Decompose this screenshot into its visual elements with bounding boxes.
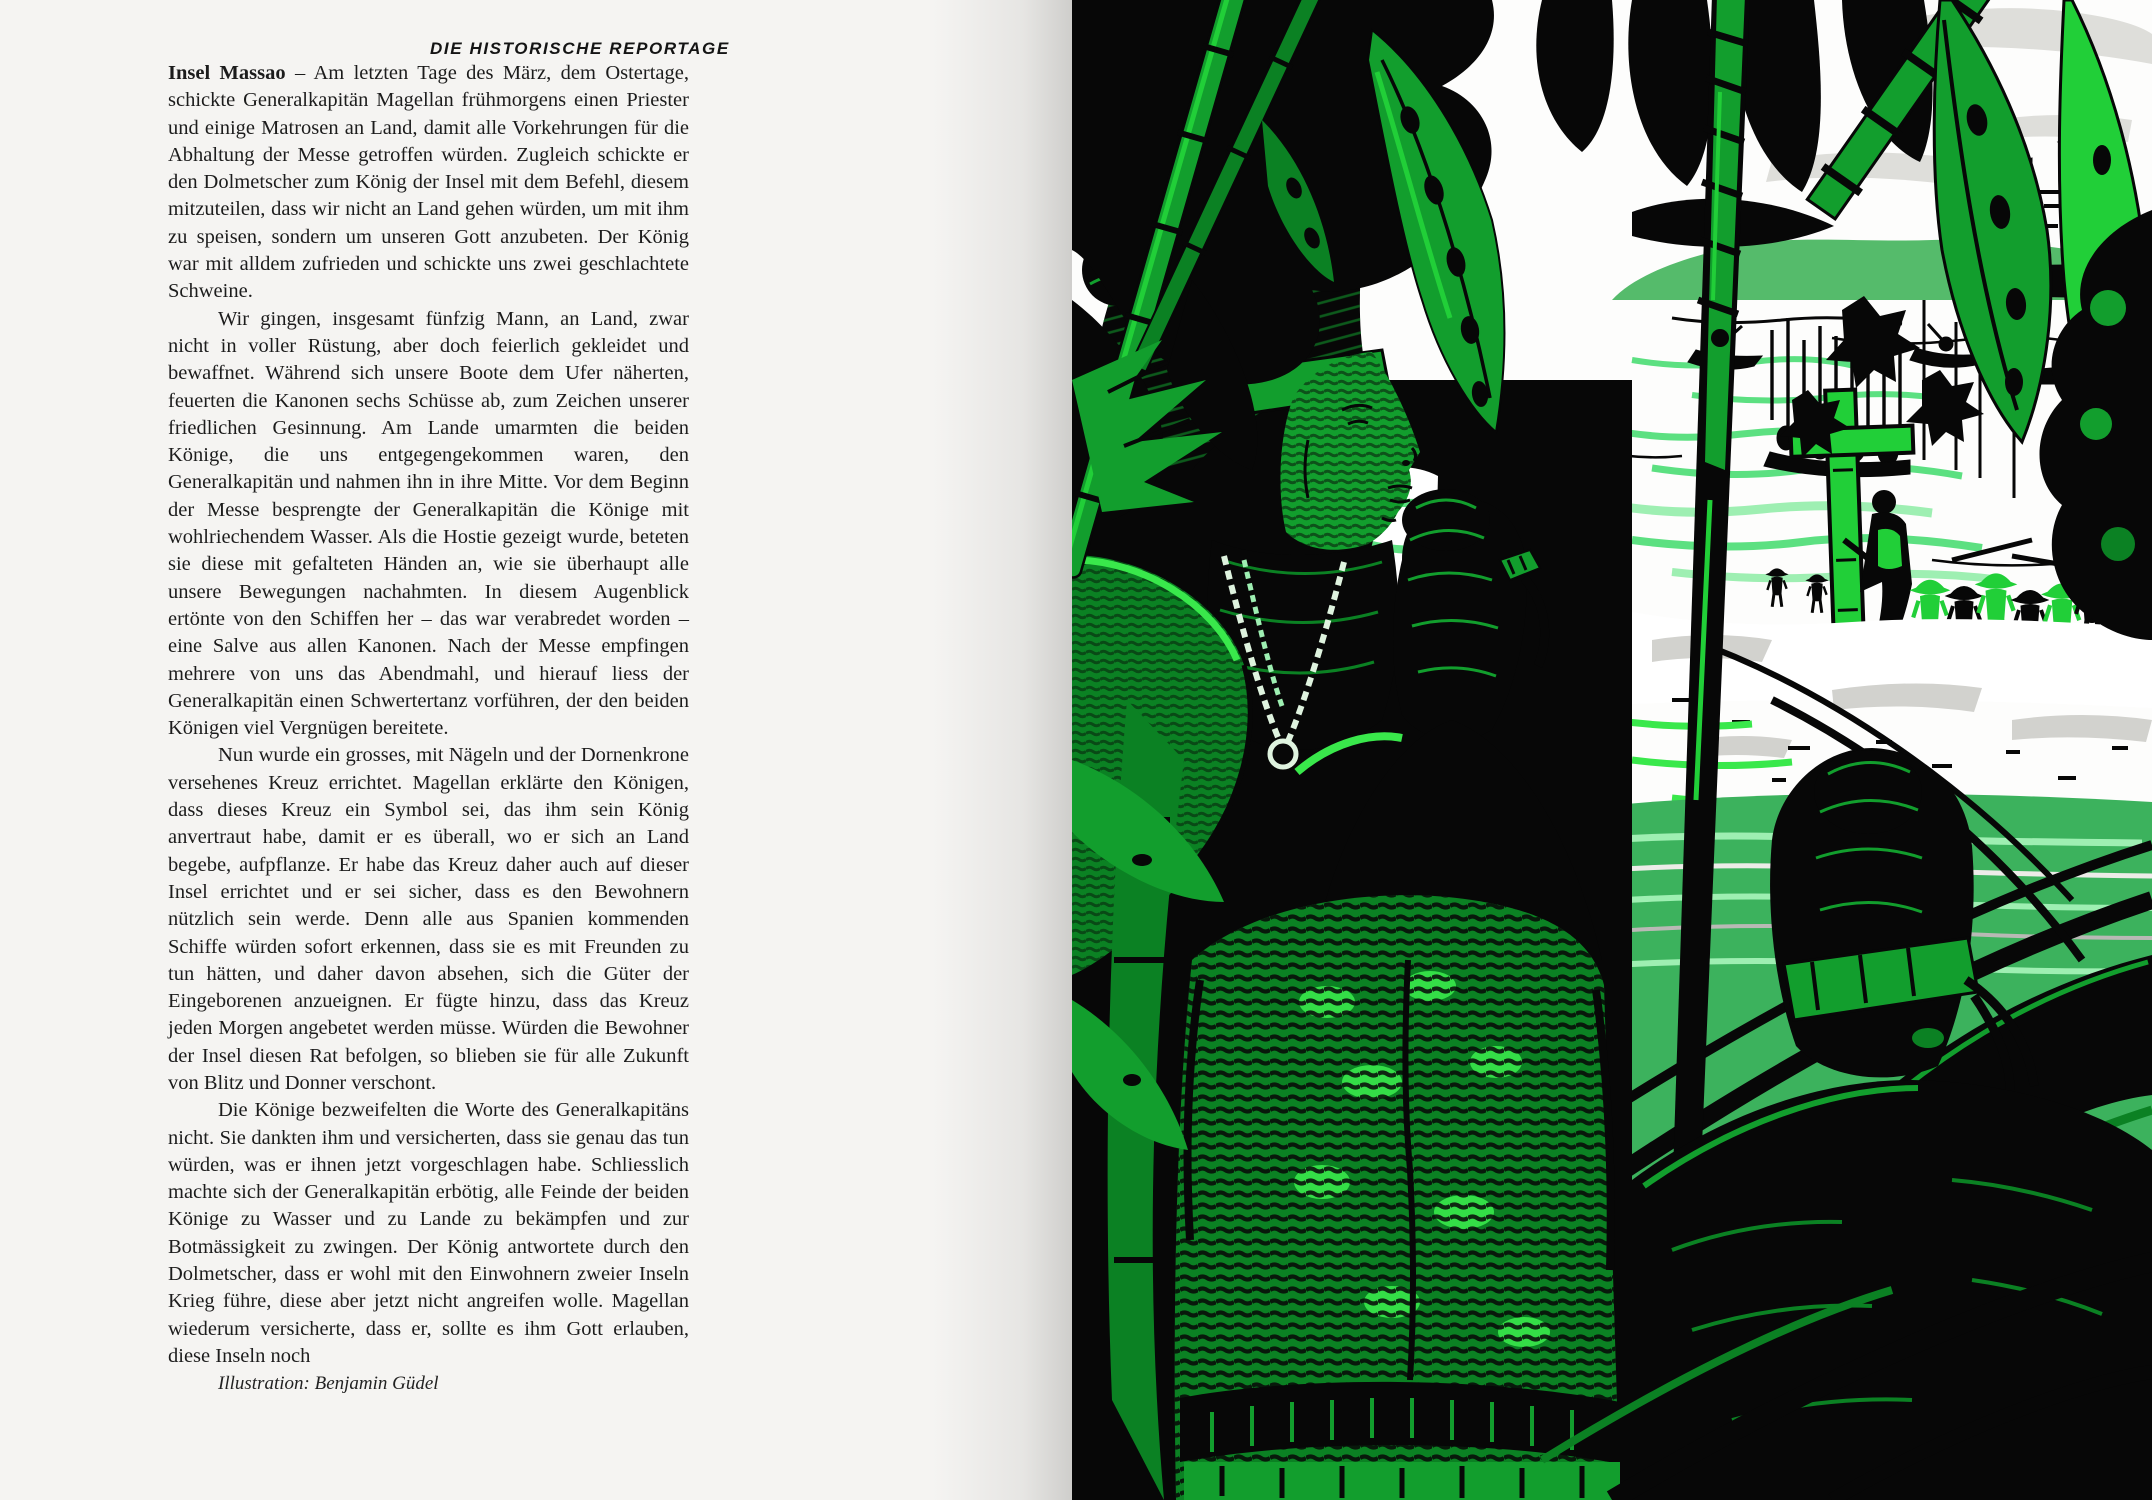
section-kicker: DIE HISTORISCHE REPORTAGE <box>430 39 730 58</box>
lead-rest: – Am letzten Tage des März, dem Ostertage, schickte Generalkapitän Magellan frühmorgens einen Priester und einige Matrosen an Land, damit alle Vorkehrungen für die Abhaltung der Messe getroffen würden. Zugleich schickte er den Dolmetscher zum König der Insel mit dem Befehl, diesem mitzuteilen, dass wir nicht an Land gehen würden, um mit ihm zu speisen, sondern um unseren Gott anzubeten. Der König war mit alldem zufrieden und schickte uns zwei geschlachtete Schweine. <box>168 62 689 303</box>
lead-in: Insel Massao <box>168 62 286 84</box>
paragraph: Wir gingen, insgesamt fünfzig Mann, an Land, zwar nicht in voller Rüstung, aber doch feierlich gekleidet und bewaffnet. Während sich unsere Boote dem Ufer näherten, feuerten die Kanonen sechs Schüsse ab, zum Zeichen unserer friedlichen Gesinnung. Am Lande umarmten die beiden Könige, die uns entgegengekommen waren, den Generalkapitän und nahmen ihn in ihre Mitte. Vor dem Beginn der Messe besprengte der Generalkapitän die Könige mit wohlriechendem Wasser. Als die Hostie gezeigt wurde, beteten sie diese mit gefalteten Händen an, wie sie überhaupt alle unsere Bewegungen nachahmten. In diesem Augenblick ertönte von den Schiffen her – das war verabredet worden – eine Salve aus allen Kanonen. Nach der Messe empfingen mehrere von uns das Abendmahl, und hierauf liess der Generalkapitän einen Schwertertanz vorführen, der den beiden Königen viel Vergnügen bereitete. <box>168 307 689 740</box>
page-gutter-shadow <box>932 0 1072 1500</box>
paragraph-lead <box>168 60 689 306</box>
paragraph: Die Könige bezweifelten die Worte des Generalkapitäns nicht. Sie dankten ihm und versicherten, dass sie genau das tun würden, was er ihnen jetzt vorgeschlagen habe. Schliesslich machte sich der Generalkapitän erbötig, alle Feinde der beiden Könige zu Wasser und zu Lande zu bekämpfen und zur Botmässigkeit zu zwingen. Der König antwortete durch den Dolmetscher, dass er wohl mit den Einwohnern zweier Inseln Krieg führe, diese aber jetzt nicht angreifen wolle. Magellan wiederum versicherte, dass er, sollte es ihm Gott erlauben, diese Inseln noch <box>168 1099 689 1367</box>
illustration-credit: Illustration: Benjamin Güdel <box>218 1373 439 1395</box>
illustration-page <box>1072 0 2152 1500</box>
article-body <box>168 60 689 1398</box>
paragraph: Nun wurde ein grosses, mit Nägeln und der Dornenkrone versehenes Kreuz errichtet. Magellan erklärte den Königen, dass dieses Kreuz ein Symbol sei, das ihm sein König anvertraut habe, damit er es überall, wo er sich an Land begebe, aufpflanze. Er habe das Kreuz daher auch auf dieser Insel errichtet und er sei sicher, dass es den Bewohnern nützlich sein werde. Denn alle aus Spanien kommenden Schiffe würden sofort erkennen, dass sie es mit Freunden zu tun hätten, und daher davon absehen, sich die Güter der Eingeborenen anzueignen. Er fügte hinzu, dass das Kreuz jeden Morgen angebetet werden müsse. Würden die Bewohner der Insel diesen Rat befolgen, so blieben sie für alle Zukunft von Blitz und Donner verschont. <box>168 744 689 1094</box>
illustration-magellan-landing <box>1072 0 2152 1500</box>
